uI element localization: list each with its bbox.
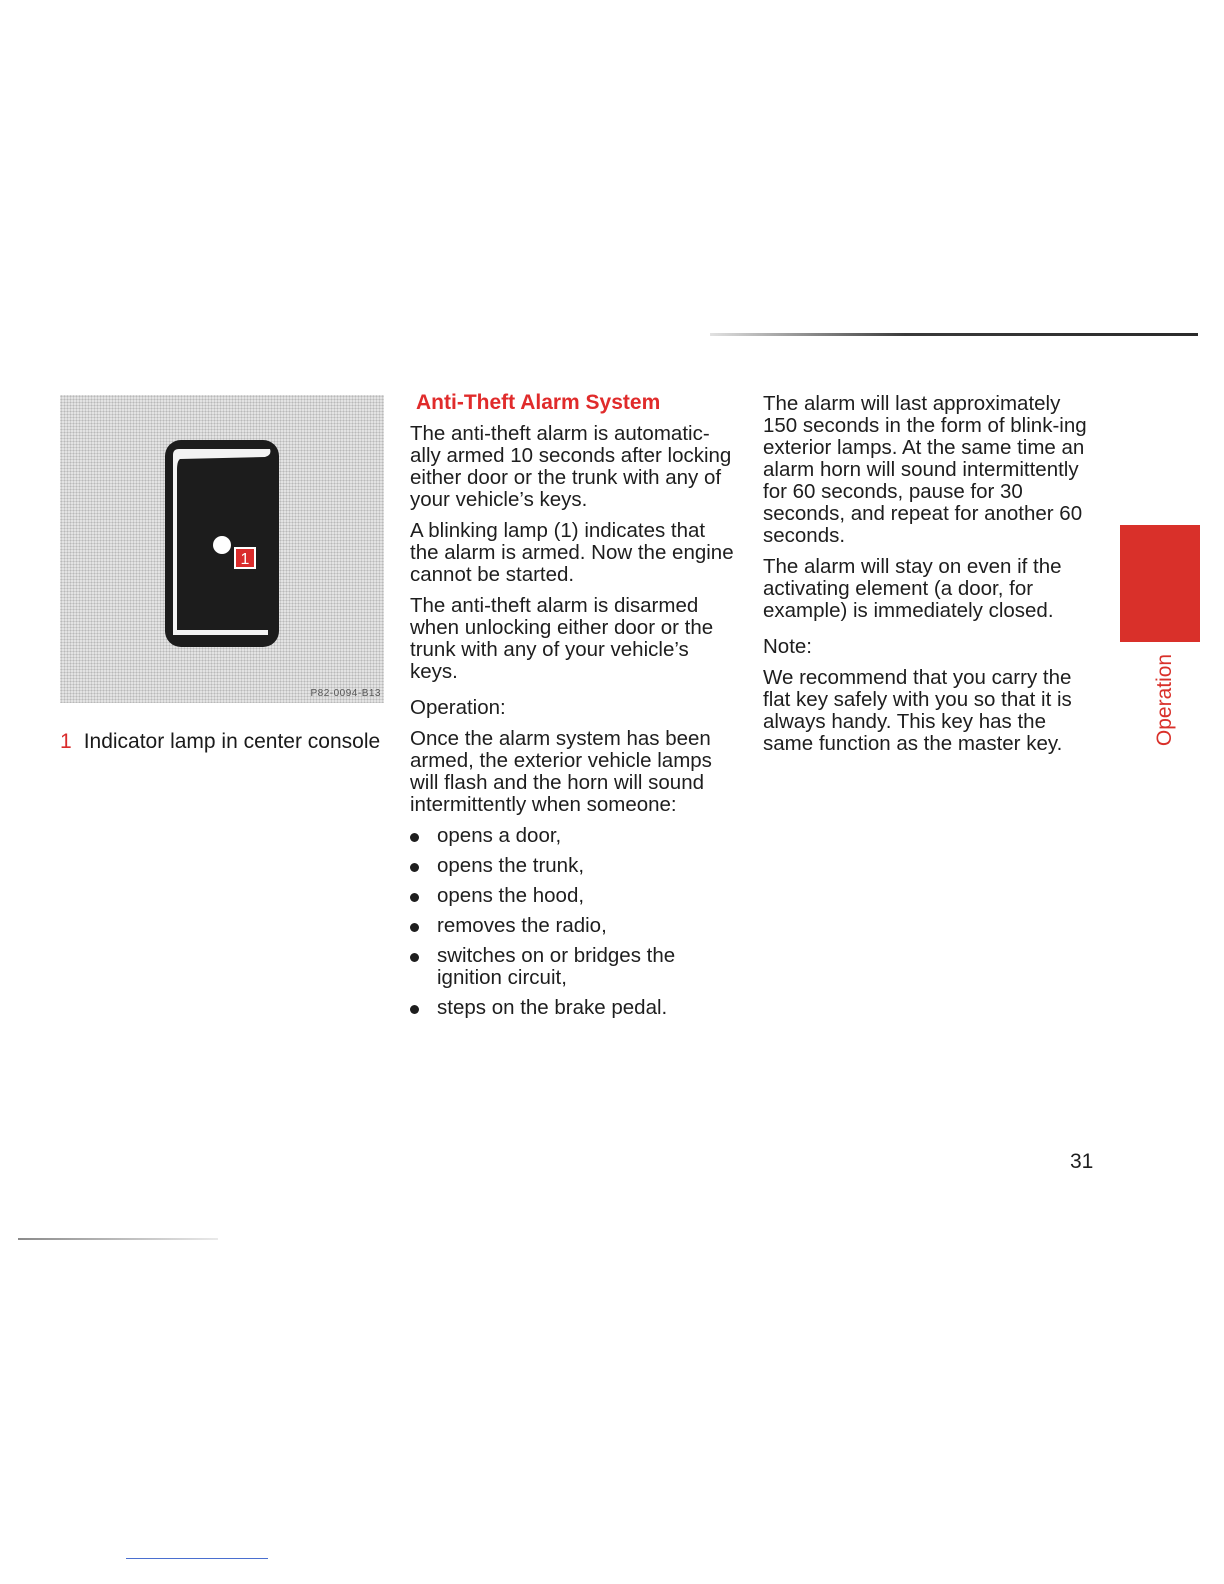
figure-code: P82-0094-B13 [310,688,381,699]
paragraph: The anti-theft alarm is disarmed when unlocking either door or the trunk with any of your vehicle’s keys. [410,594,714,683]
caption-number: 1 [60,730,72,753]
list-item: opens the trunk, [410,855,735,877]
trigger-list [410,825,735,1019]
list-item: opens the hood, [410,885,735,907]
center-console-figure [60,395,384,703]
footer-rule [126,1558,268,1559]
bottom-rule [18,1238,218,1240]
indicator-lamp-illustration [60,395,384,703]
list-item: switches on or bridges the ignition circuit, [410,945,735,989]
top-rule [710,333,1198,336]
paragraph: The alarm will last approximately 150 seconds in the form of blink-ing exterior lamps. At the same time an alarm horn will sound intermittently for 60 seconds, pause for 30 seconds, and repeat for another 60 seconds. [763,392,1087,547]
figure-caption [60,730,380,754]
list-item: removes the radio, [410,915,735,937]
paragraph: The anti-theft alarm is automatic-ally armed 10 seconds after locking either door or the trunk with any of your vehicle’s keys. [410,422,732,511]
section-tab-label [1150,650,1180,750]
section-tab-text: Operation [1153,653,1177,747]
callout-number: 1 [240,551,250,568]
caption-text: Indicator lamp in center console [83,730,381,753]
operation-text: Once the alarm system has been armed, the exterior vehicle lamps will flash and the horn will sound intermittently when someone: [410,727,712,816]
operation-label: Operation: [410,696,506,719]
list-item: steps on the brake pedal. [410,997,735,1019]
section-heading: Anti-Theft Alarm System [416,391,661,414]
page-number: 31 [1070,1150,1094,1173]
indicator-lamp [213,536,231,554]
list-item: opens a door, [410,825,735,847]
middle-column [410,392,735,1027]
paragraph: The alarm will stay on even if the activating element (a door, for example) is immediately closed. [763,555,1062,622]
section-tab-marker [1120,525,1200,642]
paragraph: A blinking lamp (1) indicates that the alarm is armed. Now the engine cannot be started. [410,519,734,586]
right-column [763,393,1098,764]
note-label: Note: [763,635,812,658]
note-text: We recommend that you carry the flat key safely with you so that it is always handy. This key has the same function as the master key. [763,666,1072,755]
